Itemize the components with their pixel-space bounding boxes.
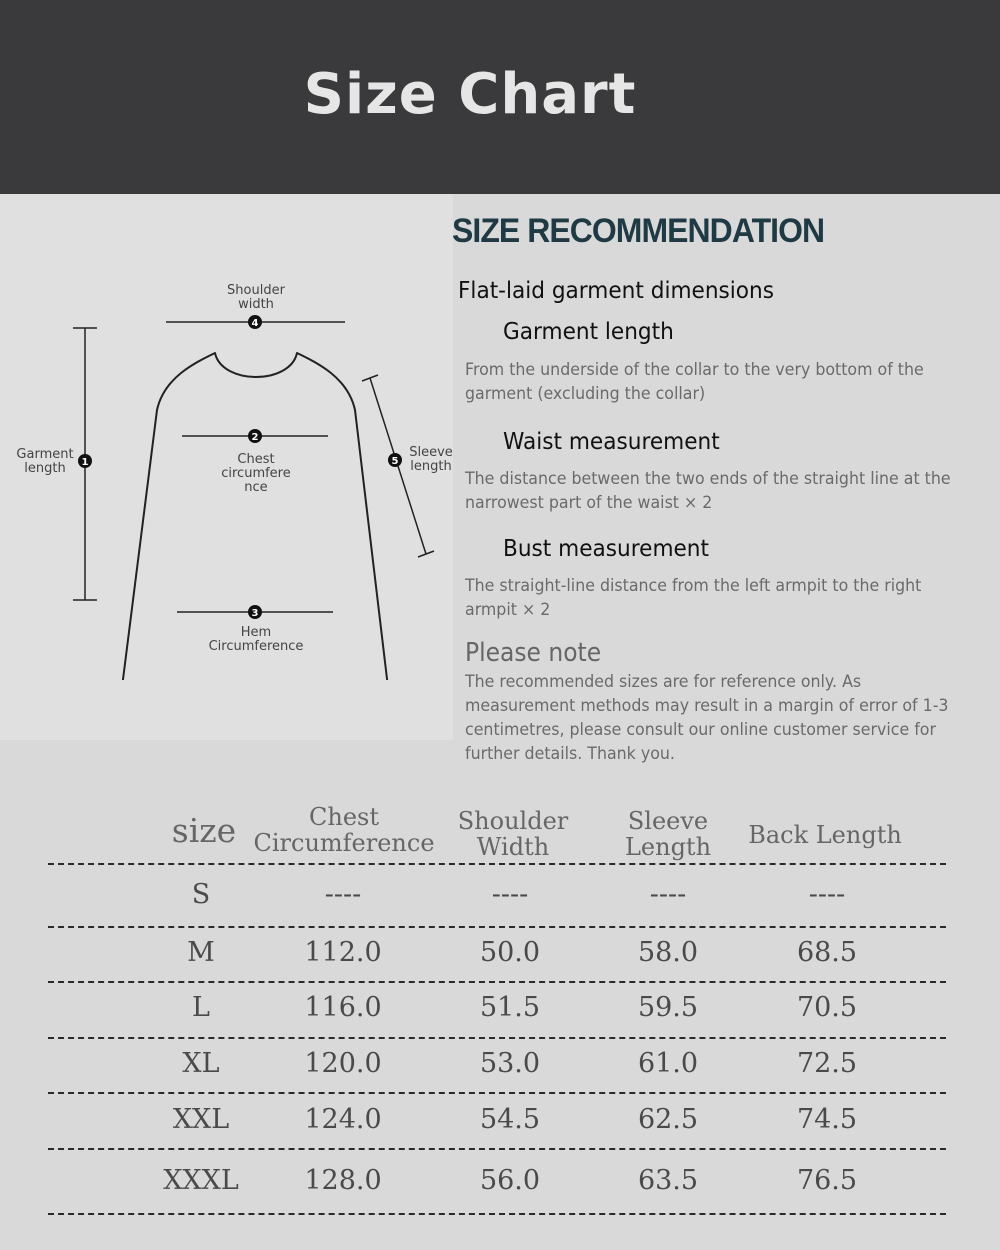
label-sleeve-1: Sleeve bbox=[409, 445, 453, 460]
header-size: size bbox=[171, 811, 237, 850]
cell-back-length: 68.5 bbox=[796, 937, 858, 968]
label-chest-2: circumfere bbox=[221, 466, 291, 481]
cell-shoulder: 50.0 bbox=[479, 937, 541, 968]
note-title: Please note bbox=[465, 638, 602, 668]
label-hem-2: Circumference bbox=[208, 639, 304, 654]
label-garment-2: length bbox=[24, 461, 66, 476]
table-divider bbox=[48, 863, 946, 865]
section-text-garment-length: From the underside of the collar to the very bottom of the garment (excluding the collar) bbox=[465, 360, 924, 404]
cell-chest: 124.0 bbox=[304, 1104, 382, 1135]
header-chest-line2: Circumference bbox=[253, 829, 435, 857]
cell-shoulder: 54.5 bbox=[479, 1104, 541, 1135]
cell-back-length: 74.5 bbox=[796, 1104, 858, 1135]
size-table bbox=[0, 790, 1000, 1250]
label-sleeve-2: length bbox=[410, 459, 452, 474]
cell-shoulder: 56.0 bbox=[479, 1165, 541, 1196]
cell-size: M bbox=[187, 937, 215, 968]
cell-back-length: ---- bbox=[808, 879, 846, 910]
cell-shoulder: ---- bbox=[491, 879, 529, 910]
cell-sleeve: ---- bbox=[649, 879, 687, 910]
cell-chest: 116.0 bbox=[304, 992, 382, 1023]
cell-sleeve: 58.0 bbox=[637, 937, 699, 968]
header-chest-line1: Chest bbox=[309, 803, 379, 831]
cell-back-length: 72.5 bbox=[796, 1048, 858, 1079]
cell-back-length: 70.5 bbox=[796, 992, 858, 1023]
label-hem-1: Hem bbox=[240, 625, 272, 640]
header-back-length: Back Length bbox=[748, 821, 902, 849]
header-chest bbox=[244, 804, 444, 856]
label-shoulder-2: width bbox=[238, 297, 274, 312]
table-divider bbox=[48, 1213, 946, 1215]
section-heading-waist: Waist measurement bbox=[503, 429, 720, 455]
cell-chest: ---- bbox=[324, 879, 362, 910]
cell-sleeve: 63.5 bbox=[637, 1165, 699, 1196]
cell-back-length: 76.5 bbox=[796, 1165, 858, 1196]
header-sleeve-line2: Length bbox=[624, 833, 712, 861]
table-divider bbox=[48, 981, 946, 983]
label-garment-1: Garment bbox=[16, 447, 74, 462]
cell-sleeve: 59.5 bbox=[637, 992, 699, 1023]
marker-2: 2 bbox=[251, 432, 259, 443]
table-divider bbox=[48, 1092, 946, 1094]
cell-size: XL bbox=[182, 1048, 220, 1079]
cell-chest: 128.0 bbox=[304, 1165, 382, 1196]
header-sleeve-line1: Sleeve bbox=[627, 807, 709, 835]
label-chest-3: nce bbox=[244, 480, 268, 495]
label-chest-1: Chest bbox=[237, 452, 275, 467]
cell-size: L bbox=[192, 992, 210, 1023]
cell-size: XXL bbox=[172, 1104, 230, 1135]
cell-shoulder: 51.5 bbox=[479, 992, 541, 1023]
section-heading-bust: Bust measurement bbox=[503, 536, 709, 562]
section-text-waist: The distance between the two ends of the straight line at the narrowest part of the waist × 2 bbox=[465, 469, 951, 513]
section-heading-garment-length: Garment length bbox=[503, 319, 674, 345]
cell-chest: 120.0 bbox=[304, 1048, 382, 1079]
cell-chest: 112.0 bbox=[304, 937, 382, 968]
marker-3: 3 bbox=[251, 608, 259, 619]
cell-sleeve: 61.0 bbox=[637, 1048, 699, 1079]
garment-diagram bbox=[0, 260, 460, 680]
cell-shoulder: 53.0 bbox=[479, 1048, 541, 1079]
note-text: The recommended sizes are for reference only. As measurement methods may result in a margin of error of 1-3 centimetres, please consult our online customer service for further details. Thank you. bbox=[465, 672, 949, 764]
header-shoulder-line1: Shoulder bbox=[457, 807, 569, 835]
label-shoulder-1: Shoulder bbox=[227, 283, 285, 298]
table-divider bbox=[48, 1037, 946, 1039]
page-title: Size Chart bbox=[303, 62, 637, 127]
cell-size: XXXL bbox=[163, 1165, 239, 1196]
marker-5: 5 bbox=[391, 456, 399, 467]
header-bar bbox=[0, 0, 1000, 194]
marker-4: 4 bbox=[251, 318, 259, 329]
recommendation-title: SIZE RECOMMENDATION bbox=[452, 212, 825, 250]
table-divider bbox=[48, 926, 946, 928]
table-divider bbox=[48, 1148, 946, 1150]
header-shoulder-line2: Width bbox=[476, 833, 550, 861]
cell-sleeve: 62.5 bbox=[637, 1104, 699, 1135]
marker-1: 1 bbox=[81, 457, 89, 468]
cell-size: S bbox=[191, 879, 211, 910]
section-text-bust: The straight-line distance from the left armpit to the right armpit × 2 bbox=[465, 576, 922, 620]
recommendation-subtitle: Flat-laid garment dimensions bbox=[458, 278, 774, 304]
